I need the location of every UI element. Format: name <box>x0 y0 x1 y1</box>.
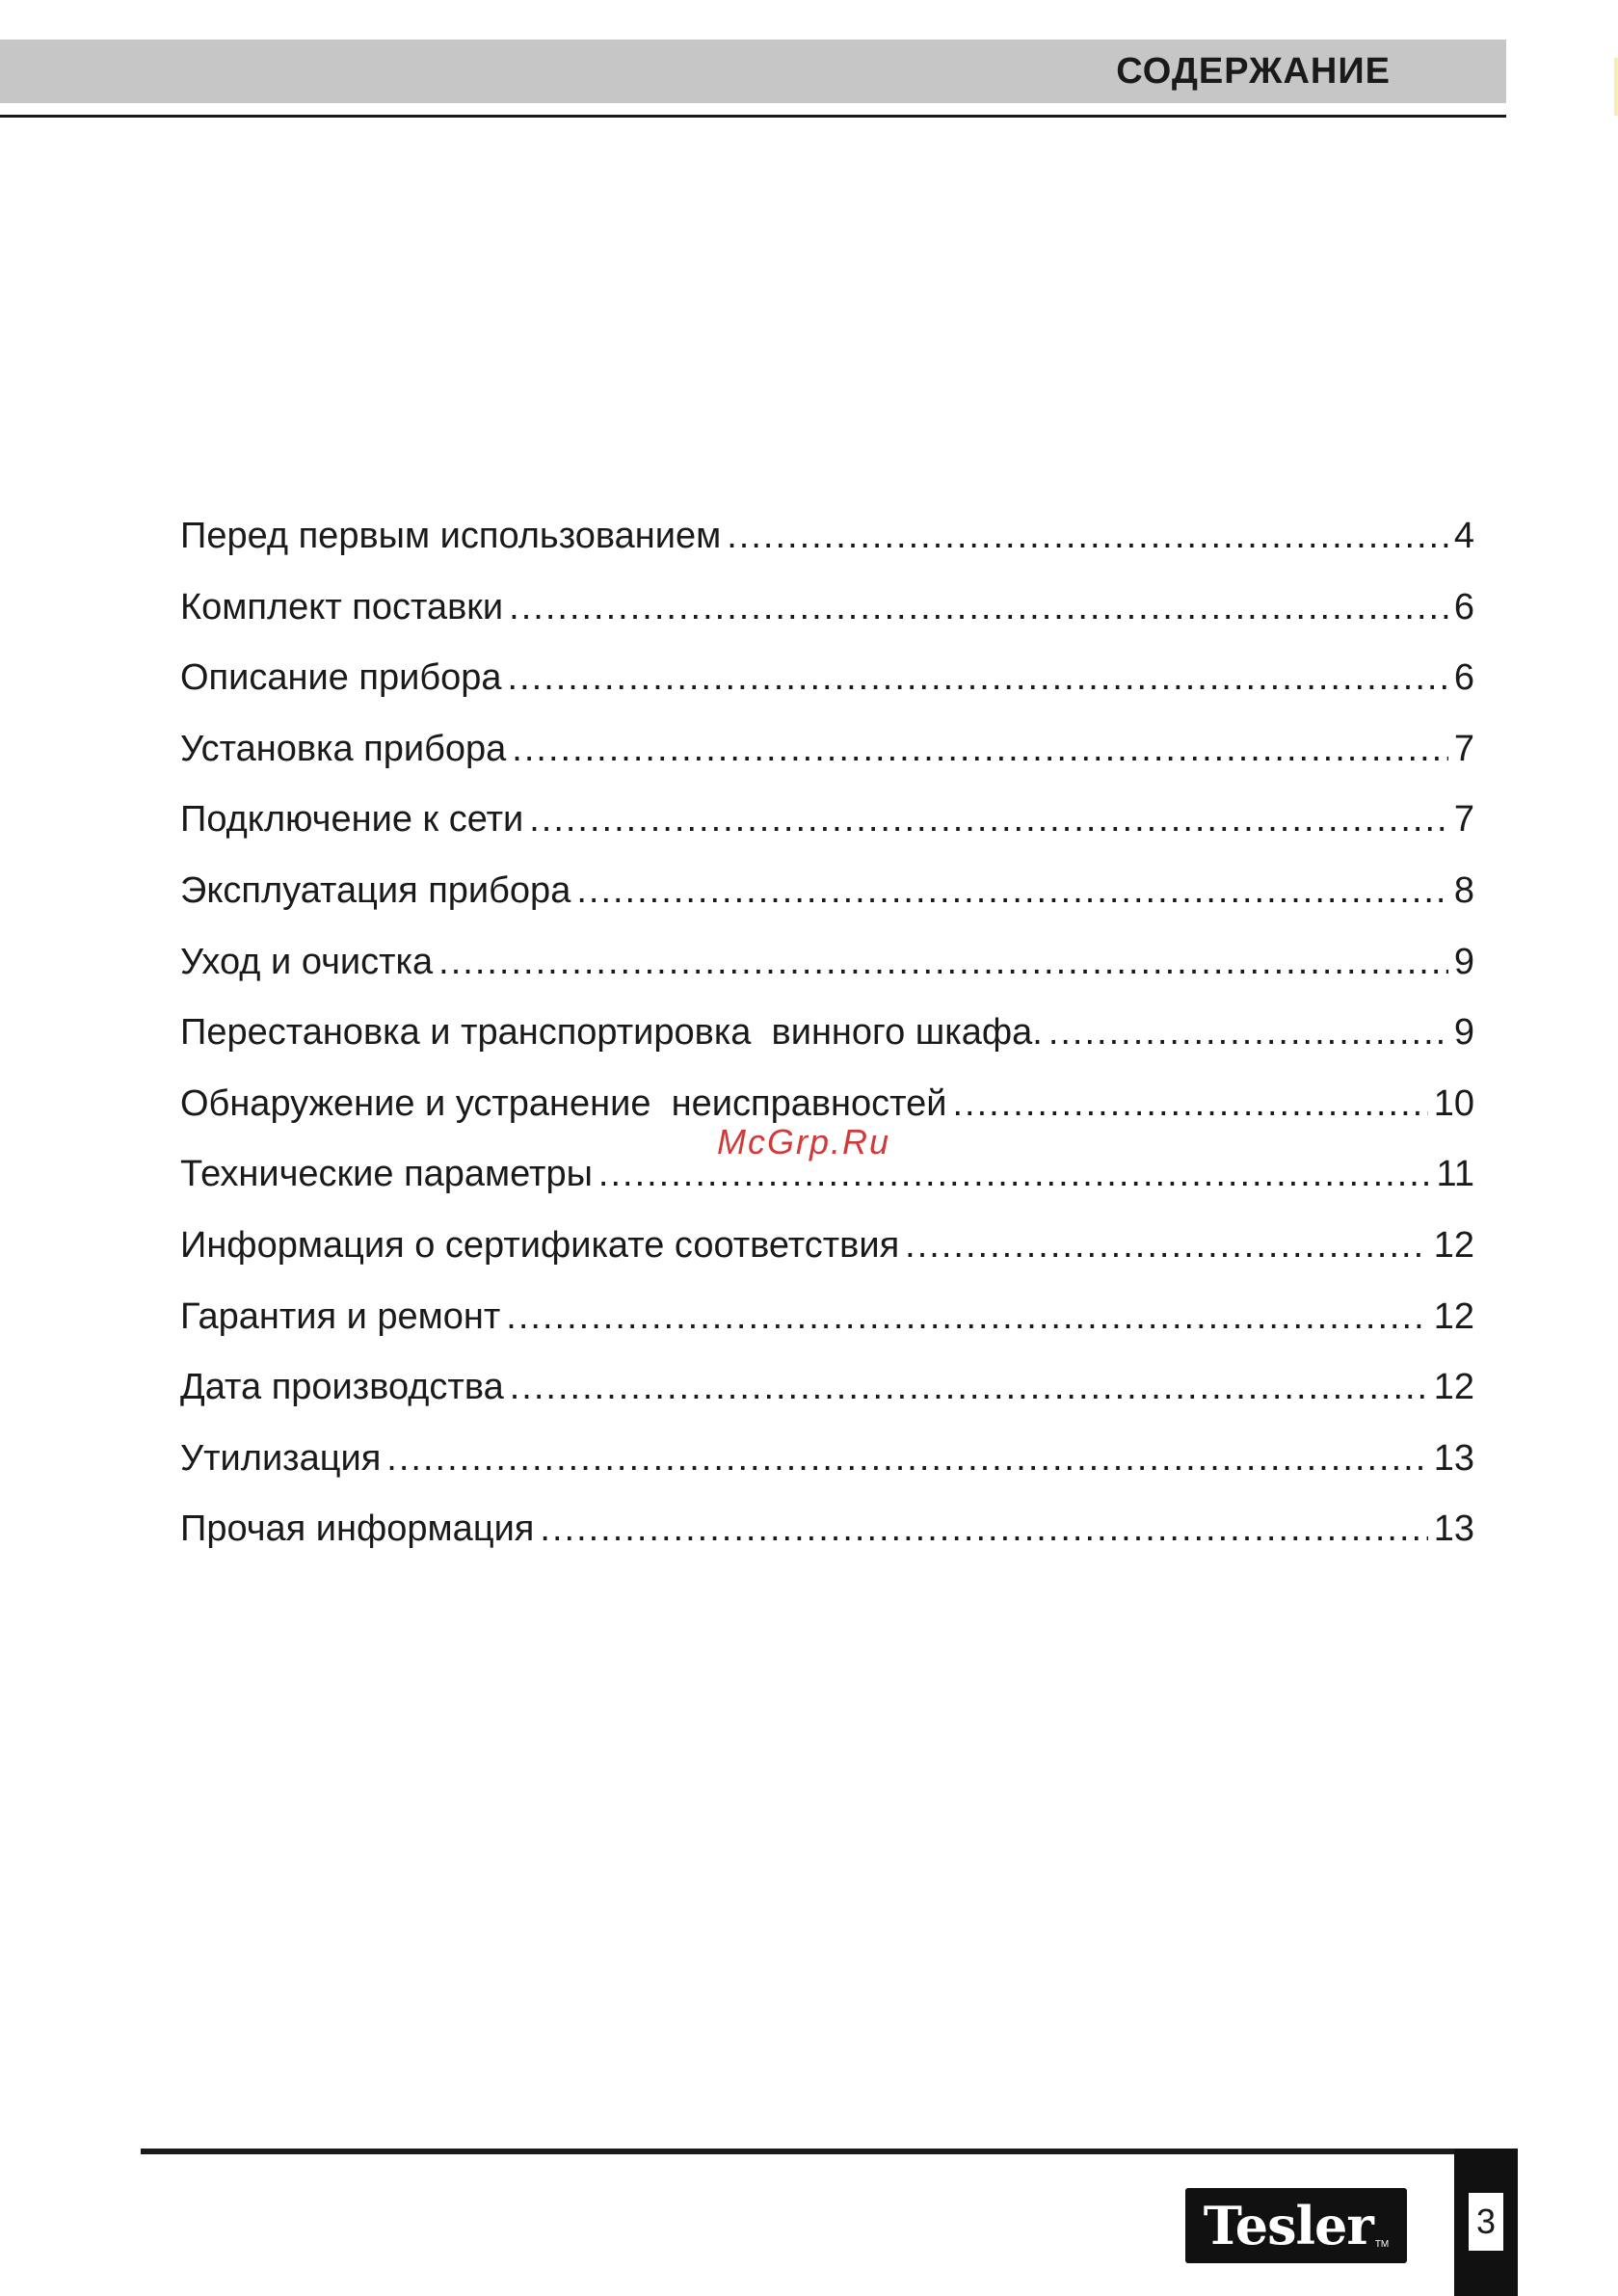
page-title: СОДЕРЖАНИЕ <box>1116 51 1391 92</box>
toc-entry-label: Обнаружение и устранение неисправностей <box>180 1082 947 1124</box>
toc-entry-page: 9 <box>1453 941 1474 982</box>
toc-entry-label: Гарантия и ремонт <box>180 1295 501 1337</box>
toc-leader-dots <box>727 501 1448 573</box>
toc-entry-page: 9 <box>1453 1012 1474 1054</box>
toc-entry-label: Комплект поставки <box>180 586 504 627</box>
toc-leader-dots <box>540 1494 1427 1565</box>
header-band <box>0 40 1506 103</box>
toc-entry-page: 7 <box>1453 799 1474 841</box>
toc-entry-page: 6 <box>1453 586 1474 627</box>
logo-trademark: TM <box>1374 2239 1390 2250</box>
toc-entry-label: Перестановка и транспортировка винного шкафа. <box>180 1012 1043 1054</box>
toc-entry-page: 4 <box>1453 516 1474 556</box>
toc-leader-dots <box>510 1352 1428 1424</box>
watermark-text: McGrp.Ru <box>717 1122 891 1161</box>
toc-entry-page: 8 <box>1453 869 1474 911</box>
edge-mark <box>1614 58 1618 116</box>
toc-entry-page: 12 <box>1433 1295 1474 1337</box>
brand-logo <box>1185 2188 1407 2263</box>
toc-entry-page: 11 <box>1436 1154 1474 1195</box>
toc-entry[interactable] <box>180 501 1474 573</box>
toc-leader-dots <box>529 785 1448 856</box>
toc-entry-page: 7 <box>1453 728 1474 769</box>
toc-entry[interactable] <box>180 785 1474 856</box>
toc-entry[interactable] <box>180 1424 1474 1495</box>
toc-leader-dots <box>509 573 1448 644</box>
toc-leader-dots <box>1048 998 1448 1069</box>
toc-entry-label: Перед первым использованием <box>180 516 722 556</box>
toc-leader-dots <box>576 856 1448 927</box>
toc-entry[interactable] <box>180 998 1474 1069</box>
toc-entry[interactable] <box>180 856 1474 927</box>
toc-entry-label: Подключение к сети <box>180 799 524 841</box>
toc-entry[interactable] <box>180 1494 1474 1565</box>
toc-entry-label: Прочая информация <box>180 1508 535 1550</box>
toc-entry-page: 6 <box>1453 657 1474 699</box>
toc-entry-page: 12 <box>1433 1367 1474 1408</box>
toc-entry-page: 13 <box>1433 1437 1474 1479</box>
toc-leader-dots <box>438 927 1448 999</box>
toc-entry-page: 12 <box>1433 1224 1474 1266</box>
header-divider <box>0 115 1506 118</box>
toc-leader-dots <box>386 1424 1427 1495</box>
toc-leader-dots <box>905 1211 1428 1282</box>
logo-wordmark: Tesler <box>1203 2195 1373 2256</box>
toc-entry-label: Дата производства <box>180 1367 504 1408</box>
toc-entry[interactable] <box>180 927 1474 999</box>
toc-entry-label: Уход и очистка <box>180 941 434 982</box>
table-of-contents <box>180 501 1474 1565</box>
toc-entry[interactable] <box>180 714 1474 786</box>
toc-entry[interactable] <box>180 643 1474 714</box>
toc-leader-dots <box>512 714 1448 786</box>
toc-entry-label: Технические параметры <box>180 1154 593 1195</box>
toc-entry[interactable] <box>180 1211 1474 1282</box>
toc-entry-label: Утилизация <box>180 1437 382 1479</box>
page-number: 3 <box>1469 2193 1503 2251</box>
toc-entry[interactable] <box>180 1352 1474 1424</box>
toc-leader-dots <box>952 1069 1427 1140</box>
toc-leader-dots <box>508 643 1448 714</box>
toc-entry-page: 10 <box>1433 1082 1474 1124</box>
toc-entry[interactable] <box>180 573 1474 644</box>
toc-leader-dots <box>506 1282 1427 1353</box>
toc-entry[interactable] <box>180 1282 1474 1353</box>
toc-entry-label: Установка прибора <box>180 728 507 769</box>
footer-divider <box>141 2149 1454 2154</box>
toc-entry-page: 13 <box>1433 1508 1474 1550</box>
toc-entry-label: Информация о сертификате соответствия <box>180 1224 900 1266</box>
toc-entry-label: Описание прибора <box>180 657 502 699</box>
toc-entry-label: Эксплуатация прибора <box>180 869 571 911</box>
